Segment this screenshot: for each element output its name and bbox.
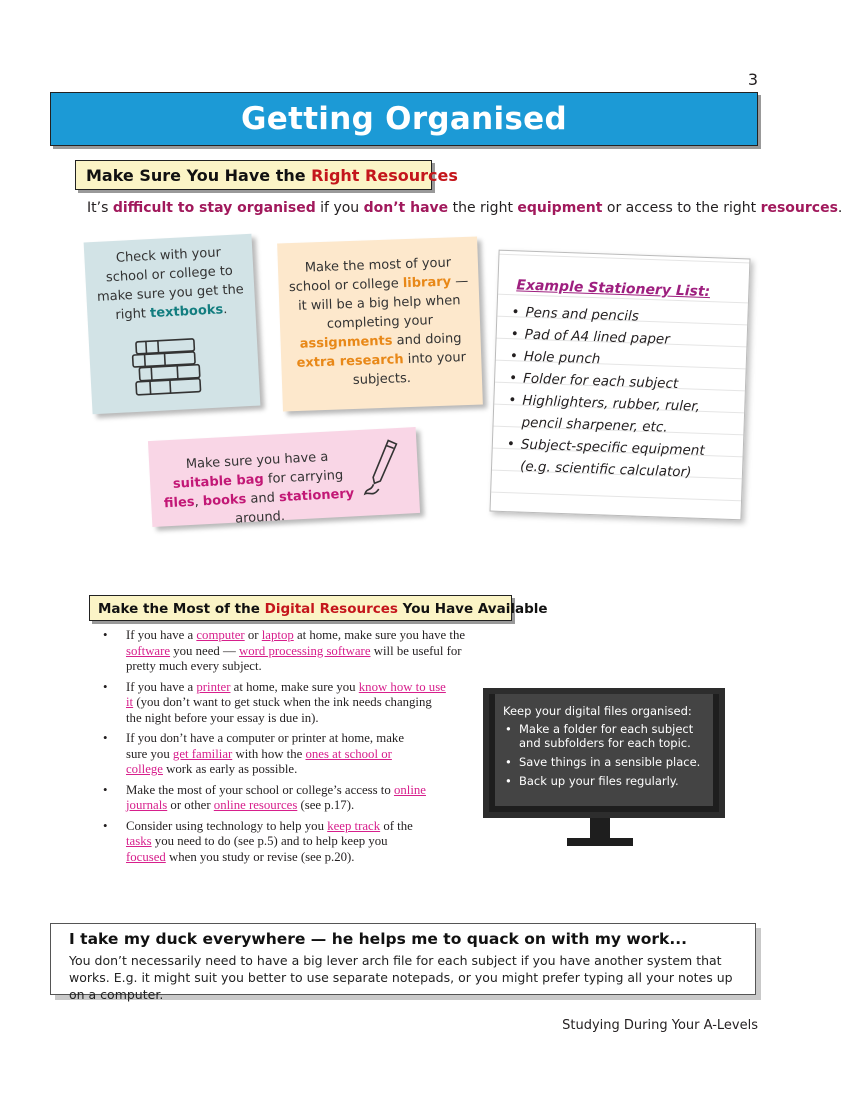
title-banner	[50, 92, 758, 146]
list-item: • Highlighters, rubber, ruler, pencil sharpener, etc.	[505, 389, 734, 441]
link-keep-track[interactable]: keep track	[327, 818, 381, 833]
stationery-list-title: Example Stationery List:	[516, 277, 711, 301]
list-item: • Consider using technology to help you keep track of the tasks you need to do (see p.5) and to help keep you focused when you study or revise (see p.20).	[100, 819, 426, 866]
list-item: • Save things in a sensible place.	[503, 755, 705, 769]
note-textbooks: Check with your school or college to make sure you get the right textbooks.	[84, 234, 261, 415]
link-online-resources[interactable]: online resources	[213, 798, 298, 812]
list-item: • Subject-specific equipment (e.g. scientific calculator)	[504, 433, 733, 485]
note-bag: Make sure you have a suitable bag for carrying files, books and stationery around.	[148, 427, 420, 527]
link-online-journals[interactable]: online journals	[126, 782, 426, 812]
summary-box	[50, 923, 756, 1002]
books-icon	[128, 334, 221, 401]
heading-highlight: Right Resources	[311, 166, 458, 185]
link-get-familiar[interactable]: get familiar	[172, 746, 233, 761]
link-laptop[interactable]: laptop	[261, 628, 294, 642]
stationery-list	[504, 301, 738, 485]
list-item: • If you have a printer at home, make sure you know how to use it (you don’t want to get stuck when the ink needs changing the night before your essay is due in).	[100, 680, 446, 727]
summary-heading: I take my duck everywhere — he helps me to quack on with my work...	[69, 930, 688, 948]
list-item: • Pad of A4 lined paper	[508, 323, 737, 353]
list-item: • Pens and pencils	[509, 301, 738, 331]
intro-paragraph: It’s difficult to stay organised if you don’t have the right equipment or access to the right resources.	[87, 200, 842, 216]
link-know-how-to-use-it[interactable]: know how to use it	[126, 679, 446, 709]
footer-text: Studying During Your A-Levels	[562, 1018, 758, 1033]
heading-text: Make Sure You Have the	[86, 166, 312, 185]
page-number: 3	[747, 70, 758, 89]
link-focused[interactable]: focused	[126, 849, 166, 864]
section-heading-resources	[75, 160, 458, 190]
summary-text: You don’t necessarily need to have a big lever arch file for each subject if you have another system that works. E.g. it might suit you better to use separate notepads, or you might prefer typing all your notes up on a computer.	[69, 953, 733, 1002]
monitor-illustration	[483, 688, 725, 818]
monitor-screen-content	[495, 694, 713, 806]
list-item: • Make a folder for each subject and subfolders for each topic.	[503, 722, 705, 750]
list-item: • Make the most of your school or college’s access to online journals or other online resources (see p.17).	[100, 783, 426, 814]
list-item: • If you don’t have a computer or printer at home, make sure you get familiar with how the ones at school or college work as early as possible.	[100, 731, 426, 778]
list-item: • If you have a computer or laptop at home, make sure you have the software you need — word processing software will be useful for pretty much every subject.	[100, 628, 490, 675]
list-item: • Back up your files regularly.	[503, 774, 705, 788]
section-heading-digital: Make the Most of the Digital Resources You Have Available	[89, 595, 512, 621]
list-item: • Folder for each subject	[507, 367, 736, 397]
list-item: • Hole punch	[508, 345, 737, 375]
link-word-processing-software[interactable]: word processing software	[239, 643, 371, 658]
note-library: Make the most of your school or college library — it will be a big help when completing your assignments and doing extra research into your subjects.	[277, 237, 483, 412]
stationery-list-card	[490, 250, 751, 521]
link-tasks[interactable]: tasks	[126, 834, 152, 848]
link-computer[interactable]: computer	[196, 628, 245, 642]
pen-icon	[358, 435, 411, 502]
digital-resources-list	[100, 628, 490, 870]
monitor-heading: Keep your digital files organised:	[503, 704, 692, 718]
page-title: Getting Organised	[241, 101, 567, 137]
link-printer[interactable]: printer	[196, 679, 231, 694]
monitor-base	[567, 838, 633, 846]
link-software[interactable]: software	[126, 643, 171, 658]
link-ones-at-school-or-college[interactable]: ones at school or college	[126, 746, 392, 776]
